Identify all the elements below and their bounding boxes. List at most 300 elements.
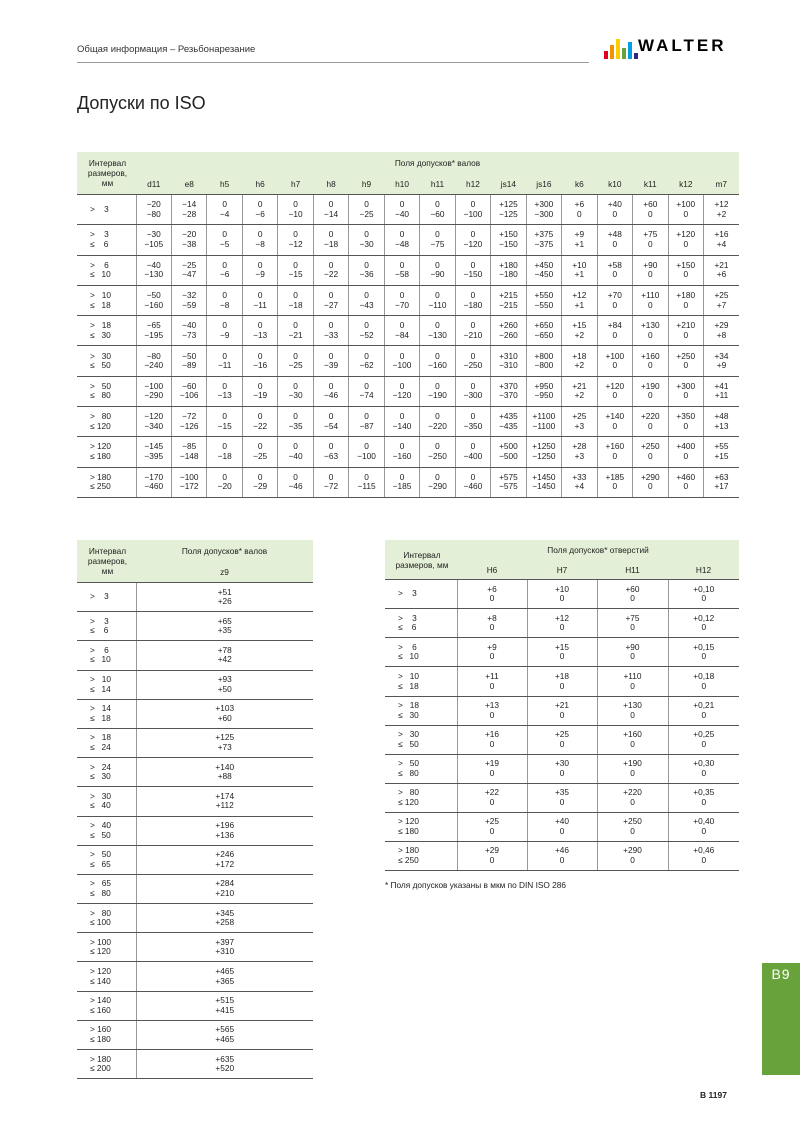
tolerance-cell [633,407,668,437]
tolerance-cell [420,225,455,255]
upper-deviation: +16 [484,729,500,740]
tolerance-cell [420,467,455,497]
table-row [77,699,313,728]
page-number: B 1197 [700,1090,727,1100]
upper-deviation: 0 [328,441,334,452]
tolerance-cell [526,255,561,285]
column-header: H12 [668,560,739,580]
table-row [77,407,739,437]
upper-deviation: 0 [364,320,369,331]
lower-deviation: −84 [394,329,410,340]
lower-deviation: 0 [559,680,565,691]
tolerance-cell [349,255,384,285]
tolerance-cell [562,316,597,346]
lower-deviation: −9 [219,329,230,340]
upper-deviation: 0 [399,471,405,482]
lower-deviation: −8 [255,238,265,249]
tolerance-cell [597,225,632,255]
lower-deviation: 0 [647,420,653,431]
lower-deviation: −435 [499,420,518,431]
tolerance-cell [171,195,206,225]
upper-deviation: +58 [607,259,622,270]
table-row [77,467,739,497]
tolerance-cell [136,904,313,933]
size-range: > 80 ≤ 120 [77,407,136,437]
tolerance-cell [704,437,740,467]
lower-deviation: 0 [489,593,495,604]
upper-deviation: +125 [499,199,518,210]
size-range: > 3 [77,583,136,612]
upper-deviation: +0,35 [693,787,715,798]
lower-deviation: −25 [359,208,374,219]
upper-deviation: +103 [215,703,235,714]
upper-deviation: +397 [215,936,235,947]
tolerance-cell [491,316,526,346]
tolerance-cell [597,638,668,667]
tolerance-cell [207,467,242,497]
tolerance-cell [597,285,632,315]
upper-deviation: 0 [364,229,369,240]
lower-deviation: +1 [574,238,585,249]
upper-deviation: +220 [623,787,642,798]
lower-deviation: −150 [463,269,483,280]
lower-deviation: 0 [612,451,618,462]
tolerance-cell [457,696,527,725]
tolerance-cell [597,195,632,225]
tolerance-cell [668,346,703,376]
lower-deviation: −70 [394,299,410,310]
tolerance-cell [562,346,597,376]
upper-deviation: 0 [257,229,263,240]
upper-deviation: +300 [676,380,696,391]
upper-deviation: +34 [714,350,729,361]
tolerance-cell [313,225,348,255]
lower-deviation: +3 [574,420,585,431]
tolerance-cell [457,812,527,841]
table-row [77,195,739,225]
lower-deviation: 0 [630,796,635,807]
upper-deviation: 0 [470,471,476,482]
upper-deviation: +130 [623,700,642,711]
tolerance-cell [491,225,526,255]
upper-deviation: +25 [714,289,729,300]
upper-deviation: +250 [623,816,642,827]
tolerance-cell [704,467,740,497]
tolerance-cell [136,641,313,670]
upper-deviation: +9 [487,641,497,652]
logo-bar [622,48,626,59]
lower-deviation: 0 [683,269,689,280]
upper-deviation: 0 [399,199,405,210]
tolerance-cell [313,346,348,376]
tolerance-cell [136,962,313,991]
tolerance-cell [349,467,384,497]
size-range: > 18 ≤ 30 [385,696,457,725]
upper-deviation: +75 [643,229,658,240]
tolerance-cell [207,407,242,437]
upper-deviation: 0 [399,441,405,452]
table-row [77,933,313,962]
upper-deviation: +150 [499,229,518,240]
lower-deviation: −500 [499,451,518,462]
lower-deviation: −250 [463,360,483,371]
lower-deviation: 0 [559,767,565,778]
lower-deviation: 0 [612,481,618,492]
tolerance-cell [633,376,668,406]
tolerance-cell [597,725,668,754]
lower-deviation: +2 [574,329,585,340]
tolerance-cell [278,316,313,346]
upper-deviation: 0 [222,289,227,300]
table-row [77,816,313,845]
lower-deviation: 0 [701,593,707,604]
lower-deviation: −800 [534,360,554,371]
tolerance-cell [704,255,740,285]
tolerance-cell [668,754,739,783]
lower-deviation: −6 [255,208,265,219]
tolerance-cell [457,754,527,783]
lower-deviation: −10 [288,208,303,219]
upper-deviation: +6 [574,199,585,210]
upper-deviation: 0 [257,320,263,331]
tolerance-cell [668,407,703,437]
shaft-tolerance-table [77,152,739,498]
tolerance-cell [313,376,348,406]
tolerance-cell [136,1050,313,1079]
tolerance-cell [136,583,313,612]
tolerance-cell [668,376,703,406]
upper-deviation: 0 [435,229,440,240]
upper-deviation: 0 [364,471,369,482]
lower-deviation: +15 [714,451,729,462]
logo-bar [604,51,608,59]
tolerance-cell [668,255,703,285]
upper-deviation: +65 [217,615,232,626]
tolerance-cell [668,195,703,225]
upper-deviation: 0 [470,199,476,210]
upper-deviation: 0 [257,471,263,482]
upper-deviation: +0,30 [693,758,715,769]
upper-deviation: +1450 [532,471,556,482]
tolerance-cell [420,407,455,437]
upper-deviation: 0 [257,289,263,300]
upper-deviation: −120 [144,411,164,422]
tolerance-cell [384,316,419,346]
logo-bar [628,42,632,59]
upper-deviation: +575 [499,471,518,482]
upper-deviation: +15 [572,320,587,331]
tolerance-cell [384,225,419,255]
upper-deviation: +250 [676,350,696,361]
upper-deviation: 0 [293,259,298,270]
lower-deviation: 0 [683,360,689,371]
lower-deviation: 0 [647,360,653,371]
upper-deviation: 0 [435,380,440,391]
column-header: z9 [136,561,313,583]
upper-deviation: +160 [640,350,660,361]
lower-deviation: 0 [489,738,495,749]
lower-deviation: −35 [288,420,303,431]
lower-deviation: 0 [489,622,495,633]
tolerance-cell [527,638,597,667]
upper-deviation: −65 [146,320,161,331]
upper-deviation: 0 [364,441,369,452]
upper-deviation: +210 [676,320,696,331]
tolerance-cell [313,285,348,315]
lower-deviation: −160 [428,360,447,371]
table-row [77,1020,313,1049]
tolerance-cell [597,580,668,609]
table-row [77,991,313,1020]
upper-deviation: +140 [605,411,625,422]
upper-deviation: 0 [293,471,298,482]
upper-deviation: 0 [328,380,334,391]
lower-deviation: 0 [559,593,565,604]
upper-deviation: +140 [215,761,235,772]
lower-deviation: −13 [253,329,268,340]
tolerance-cell [633,437,668,467]
upper-deviation: 0 [364,199,369,210]
size-range: > 180 ≤ 200 [77,1050,136,1079]
upper-deviation: −20 [182,229,197,240]
lower-deviation: 0 [612,299,618,310]
lower-deviation: −22 [253,420,268,431]
upper-deviation: +310 [499,350,518,361]
tolerance-cell [242,285,277,315]
lower-deviation: +7 [716,299,727,310]
upper-deviation: +450 [534,259,554,270]
tolerance-cell [171,285,206,315]
lower-deviation: −460 [144,481,164,492]
upper-deviation: 0 [435,289,440,300]
lower-deviation: −62 [359,360,374,371]
size-range: > 10 ≤ 18 [77,285,136,315]
tolerance-cell [136,612,313,641]
upper-deviation: 0 [435,350,440,361]
lower-deviation: 0 [701,680,707,691]
upper-deviation: +30 [554,758,570,769]
upper-deviation: +110 [641,289,660,300]
tolerance-cell [136,225,171,255]
tolerance-cell [562,255,597,285]
tolerance-cell [207,316,242,346]
lower-deviation: +88 [217,771,232,782]
upper-deviation: +21 [554,700,570,711]
table-row [77,612,313,641]
upper-deviation: 0 [435,471,440,482]
tolerance-cell [420,195,455,225]
tolerance-cell [457,580,527,609]
lower-deviation: −100 [357,451,376,462]
lower-deviation: −290 [144,390,164,401]
upper-deviation: 0 [328,471,334,482]
lower-deviation: 0 [647,390,653,401]
section-side-tab [762,963,800,1075]
tolerance-cell [313,437,348,467]
lower-deviation: −290 [428,481,447,492]
tolerance-cell [349,195,384,225]
tolerance-cell [668,783,739,812]
lower-deviation: 0 [489,651,495,662]
column-header: h6 [242,173,277,195]
size-range: > 180 ≤ 250 [77,467,136,497]
column-header: k12 [668,173,703,195]
lower-deviation: −63 [324,451,339,462]
tolerance-cell [136,285,171,315]
tolerance-cell [526,285,561,315]
lower-deviation: −19 [253,390,268,401]
lower-deviation: −300 [534,208,554,219]
upper-deviation: 0 [222,229,227,240]
upper-deviation: −20 [146,199,161,210]
lower-deviation: −11 [217,360,232,371]
lower-deviation: −180 [463,299,483,310]
tolerance-cell [491,285,526,315]
lower-deviation: 0 [647,269,653,280]
tolerance-cell [457,638,527,667]
upper-deviation: +90 [625,641,640,652]
lower-deviation: +1 [574,299,585,310]
lower-deviation: −120 [392,390,412,401]
lower-deviation: 0 [559,651,565,662]
lower-deviation: −575 [499,481,518,492]
table-row [77,255,739,285]
lower-deviation: −125 [499,208,518,219]
tolerance-cell [633,255,668,285]
lower-deviation: 0 [489,855,495,866]
lower-deviation: 0 [701,825,707,836]
lower-deviation: −13 [217,390,232,401]
lower-deviation: −160 [144,299,164,310]
tolerance-cell [597,754,668,783]
lower-deviation: −950 [534,390,554,401]
tolerance-cell [527,783,597,812]
size-range: > 24 ≤ 30 [77,758,136,787]
lower-deviation: 0 [489,825,495,836]
tolerance-cell [597,783,668,812]
upper-deviation: 0 [222,320,227,331]
tolerance-cell [207,437,242,467]
upper-deviation: 0 [470,289,476,300]
tolerance-cell [136,816,313,845]
lower-deviation: +310 [215,946,235,957]
tolerance-cell [136,874,313,903]
upper-deviation: 0 [222,199,227,210]
tolerance-cell [455,376,490,406]
lower-deviation: 0 [647,238,653,249]
tolerance-cell [704,376,740,406]
lower-deviation: −6 [219,269,230,280]
tolerance-cell [527,754,597,783]
tolerance-cell [491,255,526,285]
column-header: e8 [171,173,206,195]
tolerance-cell [704,346,740,376]
tolerance-cell [704,407,740,437]
lower-deviation: +3 [574,451,585,462]
lower-deviation: 0 [647,329,653,340]
upper-deviation: 0 [328,289,334,300]
lower-deviation: −106 [179,390,199,401]
column-header: H11 [597,560,668,580]
size-range: > 80 ≤ 120 [385,783,457,812]
upper-deviation: +13 [484,700,500,711]
upper-deviation: +55 [714,441,729,452]
lower-deviation: −30 [359,238,374,249]
lower-deviation: −140 [392,420,412,431]
tolerance-group-header: Поля допусков* валов [181,545,268,556]
lower-deviation: +1 [574,269,585,280]
tolerance-cell [527,667,597,696]
size-range: > 3 [385,580,457,609]
header-section-title: Общая информация – Резьбонарезание [77,44,256,55]
size-range: > 50 ≤ 65 [77,845,136,874]
lower-deviation: +465 [215,1033,235,1044]
upper-deviation: +25 [554,729,570,740]
size-range: > 3 ≤ 6 [77,225,136,255]
tolerance-cell [420,437,455,467]
lower-deviation: −38 [182,238,197,249]
upper-deviation: 0 [222,350,227,361]
lower-deviation: −370 [499,390,518,401]
lower-deviation: −550 [534,299,554,310]
tolerance-cell [242,225,277,255]
lower-deviation: 0 [489,680,495,691]
upper-deviation: −100 [179,471,199,482]
lower-deviation: −18 [288,299,303,310]
lower-deviation: 0 [647,481,653,492]
tolerance-cell [455,316,490,346]
column-header: k6 [562,173,597,195]
tolerance-cell [457,783,527,812]
size-range: > 50 ≤ 80 [77,376,136,406]
tolerance-cell [171,316,206,346]
upper-deviation: +51 [217,586,232,597]
upper-deviation: +290 [640,471,660,482]
tolerance-cell [136,728,313,757]
lower-deviation: −350 [463,420,483,431]
tolerance-cell [633,467,668,497]
upper-deviation: 0 [293,411,298,422]
lower-deviation: +210 [215,887,235,898]
upper-deviation: 0 [222,259,227,270]
upper-deviation: 0 [435,441,440,452]
tolerance-cell [668,580,739,609]
tolerance-cell [136,407,171,437]
upper-deviation: +18 [554,670,570,681]
upper-deviation: −85 [182,441,197,452]
upper-deviation: 0 [470,380,476,391]
tolerance-cell [242,316,277,346]
upper-deviation: +0,10 [693,583,715,594]
lower-deviation: +258 [215,917,235,928]
tolerance-cell [562,467,597,497]
tolerance-cell [562,407,597,437]
lower-deviation: −1100 [532,420,556,431]
upper-deviation: +284 [215,878,235,889]
upper-deviation: +290 [623,845,642,856]
column-header: k10 [597,173,632,195]
upper-deviation: −30 [146,229,161,240]
z9-tolerance-table [77,540,313,1079]
lower-deviation: 0 [612,360,618,371]
upper-deviation: +215 [499,289,518,300]
lower-deviation: −650 [534,329,554,340]
lower-deviation: 0 [701,767,707,778]
tolerance-cell [597,609,668,638]
tolerance-cell [242,407,277,437]
lower-deviation: −73 [182,329,197,340]
tolerance-cell [207,195,242,225]
